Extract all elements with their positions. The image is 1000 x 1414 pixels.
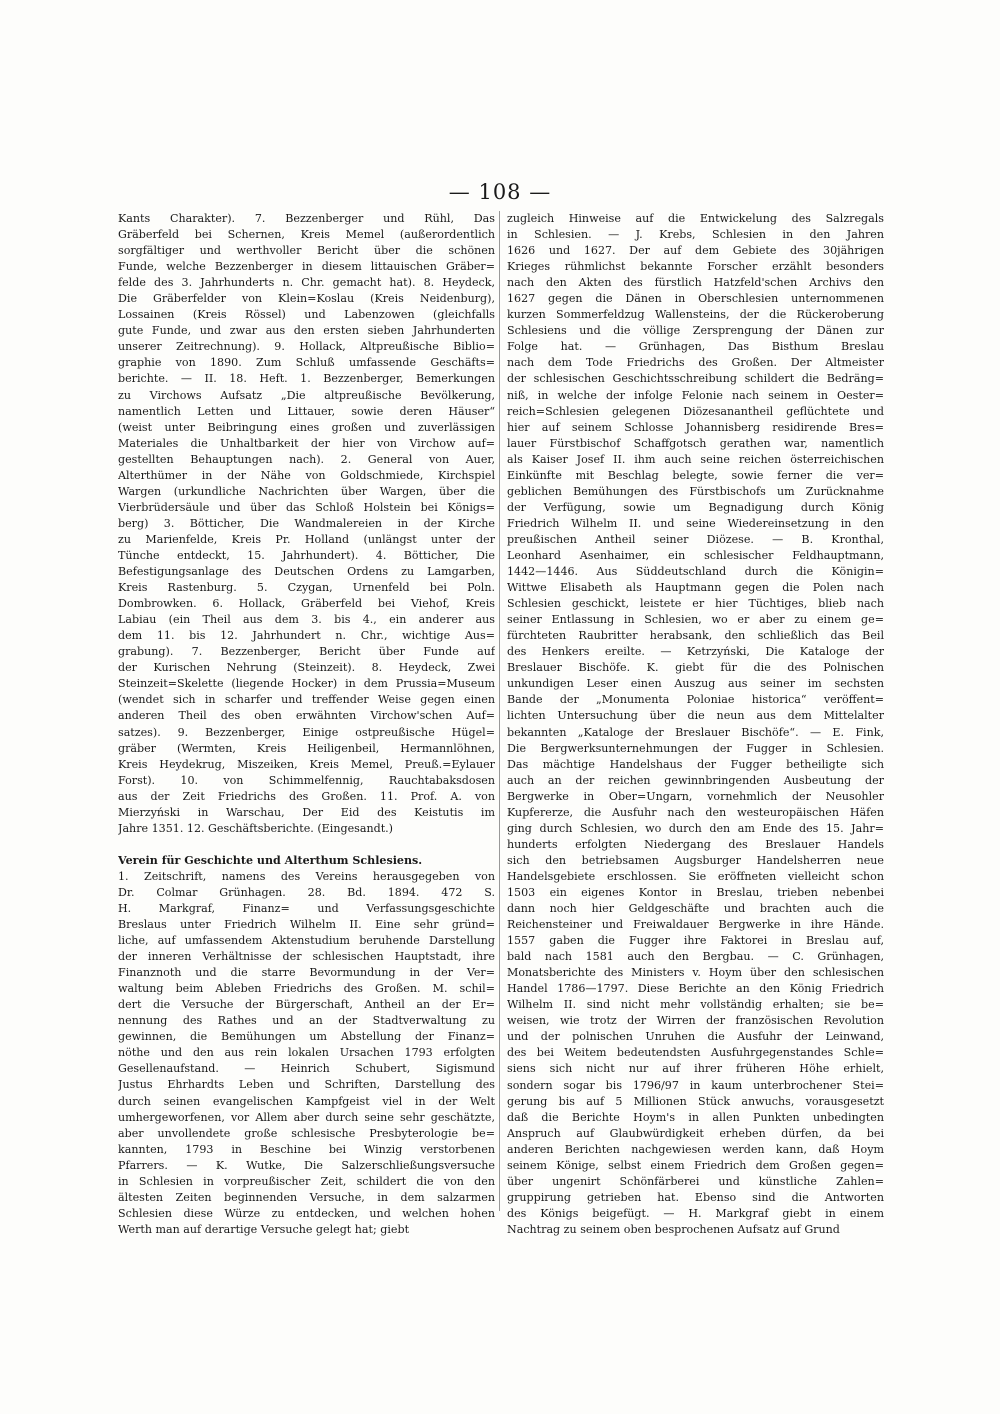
text-line: 1557 gaben die Fugger ihre Faktorei in Breslau auf, <box>507 934 884 948</box>
text-line: graphie von 1890. Zum Schluß umfassende Geschäfts= <box>118 356 495 370</box>
text-line: über ungenirt Schönfärberei und künstliche Zahlen= <box>507 1174 884 1188</box>
text-line: niß, in welche der infolge Felonie nach seinem in Oester= <box>507 388 884 402</box>
text-line: H. Markgraf, Finanz= und Verfassungsgeschichte <box>118 901 495 915</box>
text-line: (wendet sich in scharfer und treffender Weise gegen einen <box>118 693 495 707</box>
text-line: des bei Weitem bedeutendsten Ausfuhrgegenstandes Schle= <box>507 1046 884 1060</box>
text-line: Schlesien diese Würze zu entdecken, und welchen hohen <box>118 1206 495 1220</box>
text-line: hier auf seinem Schlosse Johannisberg residirende Bres= <box>507 420 884 434</box>
text-line: 1627 gegen die Dänen in Oberschlesien unternommenen <box>507 292 884 306</box>
text-line: Dr. Colmar Grünhagen. 28. Bd. 1894. 472 S. <box>118 885 495 899</box>
text-line: 1. Zeitschrift, namens des Vereins herausgegeben von <box>118 869 495 883</box>
text-line: siens sich nicht nur auf ihrer früheren Höhe erhielt, <box>507 1062 884 1076</box>
text-line: kannten, 1793 in Beschine bei Winzig verstorbenen <box>118 1142 495 1156</box>
text-line: anderen Theil des oben erwähnten Virchow'schen Auf= <box>118 709 495 723</box>
text-line: gestellten Behauptungen nach). 2. General von Auer, <box>118 452 495 466</box>
text-line: Die Bergwerksunternehmungen der Fugger in Schlesien. <box>507 741 884 755</box>
text-line: lauer Fürstbischof Schaffgotsch gerathen war, namentlich <box>507 436 884 450</box>
text-line: Vierbrüdersäule und über das Schloß Holstein bei Königs= <box>118 500 495 514</box>
text-line: dem 11. bis 12. Jahrhundert n. Chr., wichtige Aus= <box>118 629 495 643</box>
text-line: und der polnischen Unruhen die Ausfuhr der Leinwand, <box>507 1030 884 1044</box>
text-line: Werth man auf derartige Versuche gelegt hat; giebt <box>118 1222 410 1236</box>
text-line: Bergwerke in Ober=Ungarn, vornehmlich der Neusohler <box>507 789 884 803</box>
text-line: sondern sogar bis 1796/97 in kaum unterbrochener Stei= <box>507 1078 884 1092</box>
text-line: Kreis Heydekrug, Miszeiken, Kreis Memel, Preuß.=Eylauer <box>118 757 495 771</box>
text-line: satzes). 9. Bezzenberger, Einige ostpreußische Hügel= <box>118 725 495 739</box>
text-line: anderen Berichten nachgewiesen werden kann, daß Hoym <box>507 1142 884 1156</box>
text-line: bald nach 1581 auch den Bergbau. — C. Grünhagen, <box>507 950 884 964</box>
text-line: Folge hat. — Grünhagen, Das Bisthum Breslau <box>507 340 884 354</box>
text-line: Jahre 1351. 12. Geschäftsberichte. (Eingesandt.) <box>118 821 394 835</box>
text-line: nach dem Tode Friedrichs des Großen. Der Altmeister <box>507 356 884 370</box>
text-line: gerung bis auf 5 Millionen Stück anwuchs, vorausgesetzt <box>507 1094 884 1108</box>
section-gap <box>118 837 495 853</box>
text-line: (weist unter Beibringung eines großen und zuverlässigen <box>118 420 495 434</box>
text-line: Kants Charakter). 7. Bezzenberger und Rühl, Das <box>118 212 495 225</box>
text-line: Anspruch auf Glaubwürdigkeit erheben dürfen, da bei <box>507 1126 884 1140</box>
text-line: Steinzeit=Skelette (liegende Hocker) in dem Prussia=Museum <box>118 677 495 691</box>
text-line: gruppirung getrieben hat. Ebenso sind die Antworten <box>507 1190 884 1204</box>
text-line: Finanznoth und die starre Bevormundung in der Ver= <box>118 966 495 980</box>
text-line: nennung des Rathes und an der Stadtverwaltung zu <box>118 1014 495 1028</box>
text-line: Handelsgebiete erschlossen. Sie eröffneten vielleicht schon <box>507 869 884 883</box>
text-line: Breslaus unter Friedrich Wilhelm II. Eine sehr gründ= <box>118 918 495 932</box>
text-line: namentlich Letten und Littauer, sowie deren Häuser“ <box>118 404 495 418</box>
text-line: bekannten „Kataloge der Breslauer Bischöfe“. — E. Fink, <box>507 725 884 739</box>
left-block-2 <box>118 869 495 1238</box>
text-line: gewinnen, die Bemühungen um Abstellung der Finanz= <box>118 1030 495 1044</box>
text-line: ältesten Zeiten beginnenden Versuche, in dem salzarmen <box>118 1190 495 1204</box>
text-line: Gräberfeld bei Schernen, Kreis Memel (außerordentlich <box>118 228 495 242</box>
text-line: Pfarrers. — K. Wutke, Die Salzerschließungsversuche <box>118 1158 495 1172</box>
text-line: Reichensteiner und Freiwaldauer Bergwerke in ihre Hände. <box>507 918 884 932</box>
text-line: Schlesien geschickt, leistete er hier Tüchtiges, blieb nach <box>507 597 884 611</box>
text-line: grabung). 7. Bezzenberger, Bericht über Funde auf <box>118 645 495 659</box>
text-line: Schlesiens und die völlige Zersprengung der Dänen zur <box>507 324 884 338</box>
text-line: 1503 ein eigenes Kontor in Breslau, trieben nebenbei <box>507 885 884 899</box>
text-line: Einkünfte mit Beschlag belegte, sowie ferner die ver= <box>507 468 884 482</box>
text-line: sich den betriebsamen Augsburger Handelsherren neue <box>507 853 884 867</box>
text-line: der Verfügung, sowie um Begnadigung durch König <box>507 500 884 514</box>
text-line: seinem Könige, selbst einem Friedrich dem Großen gegen= <box>507 1158 884 1172</box>
text-line: nöthe und den aus rein lokalen Ursachen 1793 erfolgten <box>118 1046 495 1060</box>
text-line: des Königs beigefügt. — H. Markgraf giebt in einem <box>507 1206 884 1220</box>
text-line: felde des 3. Jahrhunderts n. Chr. gemacht hat). 8. Heydeck, <box>118 276 495 290</box>
text-line: berichte. — II. 18. Heft. 1. Bezzenberger, Bemerkungen <box>118 372 495 386</box>
text-line: reich=Schlesien gelegenen Diözesanantheil geflüchtete und <box>507 404 884 418</box>
text-line: Justus Ehrhardts Leben und Schriften, Darstellung des <box>118 1078 495 1092</box>
text-line: Handel 1786—1797. Diese Berichte an den König Friedrich <box>507 982 884 996</box>
text-line: der schlesischen Geschichtsschreibung schildert die Bedräng= <box>507 372 884 386</box>
text-line: Wittwe Elisabeth als Hauptmann gegen die Polen nach <box>507 581 884 595</box>
text-line: des Henkers ereilte. — Ketrzyński, Die Kataloge der <box>507 645 884 659</box>
text-line: unkundigen Leser einen Auszug aus seiner im sechsten <box>507 677 884 691</box>
text-line: Breslauer Bischöfe. K. giebt für die des Polnischen <box>507 661 884 675</box>
text-line: unserer Zeitrechnung). 9. Hollack, Altpreußische Biblio= <box>118 340 495 354</box>
left-column <box>118 211 495 1238</box>
text-line: weisen, wie trotz der Wirren der französischen Revolution <box>507 1014 884 1028</box>
text-line: Mierzyński in Warschau, Der Eid des Keistutis im <box>118 805 495 819</box>
text-line: gute Funde, und zwar aus den ersten sieben Jahrhunderten <box>118 324 495 338</box>
text-line: als Kaiser Josef II. ihm auch seine reichen österreichischen <box>507 452 884 466</box>
text-line: Krieges rühmlichst bekannte Forscher erzählt besonders <box>507 260 884 274</box>
text-line: lichten Untersuchung über die neun aus dem Mittelalter <box>507 709 884 723</box>
text-line: berg) 3. Bötticher, Die Wandmalereien in der Kirche <box>118 516 495 530</box>
text-line: ging durch Schlesien, wo durch den am Ende des 15. Jahr= <box>507 821 884 835</box>
text-line: nach den Akten des fürstlich Hatzfeld'schen Archivs den <box>507 276 884 290</box>
text-line: durch seinen evangelischen Kampfgeist viel in der Welt <box>118 1094 495 1108</box>
text-line: gräber (Wermten, Kreis Heiligenbeil, Hermannlöhnen, <box>118 741 495 755</box>
page-number: — 108 — <box>448 180 552 204</box>
text-line: zugleich Hinweise auf die Entwickelung des Salzregals <box>507 212 884 225</box>
section-heading: Verein für Geschichte und Alterthum Schlesiens. <box>118 853 423 867</box>
text-line: Dombrowken. 6. Hollack, Gräberfeld bei Viehof, Kreis <box>118 597 495 611</box>
text-line: Labiau (ein Theil aus dem 3. bis 4., ein anderer aus <box>118 613 495 627</box>
text-line: Nachtrag zu seinem oben besprochenen Aufsatz auf Grund <box>507 1222 840 1236</box>
text-line: auch an der reichen gewinnbringenden Ausbeutung der <box>507 773 884 787</box>
text-line: liche, auf umfassendem Aktenstudium beruhende Darstellung <box>118 934 495 948</box>
text-line: aus der Zeit Friedrichs des Großen. 11. Prof. A. von <box>118 789 495 803</box>
text-line: 1442—1446. Aus Süddeutschland durch die Königin= <box>507 565 884 579</box>
text-line: Gesellenaufstand. — Heinrich Schubert, Sigismund <box>118 1062 495 1076</box>
text-line: sorgfältiger und werthvoller Bericht über die schönen <box>118 244 495 258</box>
text-line: Tünche entdeckt, 15. Jahrhundert). 4. Bötticher, Die <box>118 548 495 562</box>
text-line: umhergeworfenen, vor Allem aber durch seine sehr geschätzte, <box>118 1110 495 1124</box>
text-line: Das mächtige Handelshaus der Fugger betheiligte sich <box>507 757 884 771</box>
text-line: fürchteten Raubritter herabsank, den schließlich das Beil <box>507 629 884 643</box>
text-line: Lossainen (Kreis Rössel) und Labenzowen (gleichfalls <box>118 308 495 322</box>
text-line: geblichen Bemühungen des Fürstbischofs um Zurücknahme <box>507 484 884 498</box>
text-line: zu Marienfelde, Kreis Pr. Holland (unlängst unter der <box>118 532 495 546</box>
text-line: seiner Entlassung in Schlesien, wo er aber zu einem ge= <box>507 613 884 627</box>
text-line: Forst). 10. von Schimmelfennig, Rauchtabaksdosen <box>118 773 495 787</box>
text-line: dann noch hier Geldgeschäfte und brachten auch die <box>507 902 884 916</box>
text-line: der Kurischen Nehrung (Steinzeit). 8. Heydeck, Zwei <box>118 661 495 675</box>
text-line: Kupfererze, die Ausfuhr nach den westeuropäischen Häfen <box>507 805 884 819</box>
text-line: Wilhelm II. sind nicht mehr vollständig erhalten; sie be= <box>507 998 884 1012</box>
text-line: Befestigungsanlage des Deutschen Ordens zu Lamgarben, <box>118 565 495 579</box>
text-line: Monatsberichte des Ministers v. Hoym über den schlesischen <box>507 966 884 980</box>
text-line: daß die Berichte Hoym's in allen Punkten unbedingten <box>507 1110 884 1124</box>
right-block <box>507 211 884 1238</box>
text-line: Bande der „Monumenta Poloniae historica“ veröffent= <box>507 693 884 707</box>
text-line: 1626 und 1627. Der auf dem Gebiete des 30jährigen <box>507 244 884 258</box>
text-line: waltung beim Ableben Friedrichs des Großen. M. schil= <box>118 982 495 996</box>
text-line: Leonhard Asenhaimer, ein schlesischer Feldhauptmann, <box>507 548 884 562</box>
text-line: Friedrich Wilhelm II. und seine Wiedereinsetzung in den <box>507 516 884 530</box>
text-line: Materiales die Unhaltbarkeit der hier von Virchow auf= <box>118 436 495 450</box>
text-line: Funde, welche Bezzenberger in diesem littauischen Gräber= <box>118 260 495 274</box>
text-line: preußischen Antheil seiner Diözese. — B. Kronthal, <box>507 532 884 546</box>
text-line: aber unvollendete große schlesische Presbyterologie be= <box>118 1126 495 1140</box>
text-line: Die Gräberfelder von Klein=Koslau (Kreis Neidenburg), <box>118 292 495 306</box>
text-line: Kreis Rastenburg. 5. Czygan, Urnenfeld bei Poln. <box>118 581 495 595</box>
text-line: hunderts erfolgten Niedergang des Breslauer Handels <box>507 837 884 851</box>
text-line: dert die Versuche der Bürgerschaft, Antheil an der Er= <box>118 998 495 1012</box>
text-line: der inneren Verhältnisse der schlesischen Hauptstadt, ihre <box>118 950 495 964</box>
column-divider <box>499 211 500 1211</box>
text-line: zu Virchows Aufsatz „Die altpreußische Bevölkerung, <box>118 388 495 402</box>
text-line: kurzen Sommerfeldzug Wallensteins, der die Rückeroberung <box>507 308 884 322</box>
left-block-1 <box>118 211 495 837</box>
text-line: Alterthümer in der Nähe von Goldschmiede, Kirchspiel <box>118 468 495 482</box>
right-column <box>507 211 884 1238</box>
text-line: Wargen (urkundliche Nachrichten über Wargen, über die <box>118 484 495 498</box>
text-line: in Schlesien in vorpreußischer Zeit, schildert die von den <box>118 1174 495 1188</box>
text-line: in Schlesien. — J. Krebs, Schlesien in den Jahren <box>507 228 884 242</box>
